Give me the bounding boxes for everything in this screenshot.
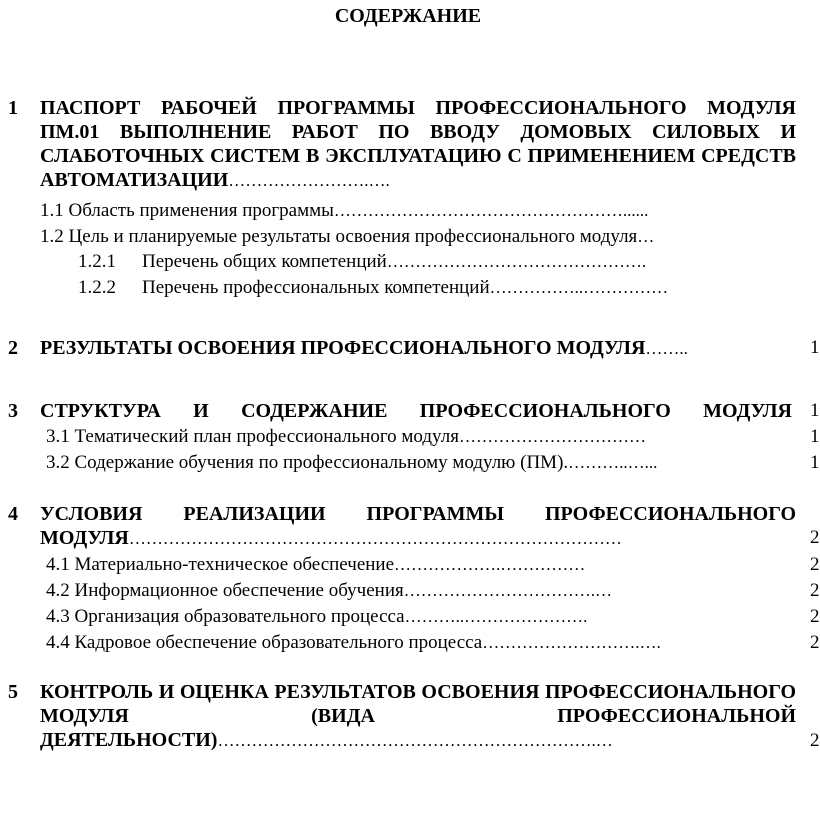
- toc-item-3-2-leader: ………..…...: [568, 453, 658, 472]
- section-3-page: 1: [810, 400, 820, 421]
- toc-item-4-3[interactable]: [46, 605, 587, 629]
- toc-item-3-2[interactable]: [46, 451, 657, 475]
- toc-item-4-4-text: 4.4 Кадровое обеспечение образовательного процесса: [46, 632, 483, 653]
- section-3-number: 3: [8, 400, 18, 422]
- section-1-number: 1: [8, 97, 18, 119]
- toc-item-1-2-1-text: Перечень общих компетенций: [142, 251, 387, 272]
- section-4-number: 4: [8, 503, 18, 525]
- toc-item-1-2-2-leader: ……………..……………: [489, 278, 669, 297]
- toc-item-4-1-page: 2: [810, 554, 820, 575]
- toc-item-4-3-text: 4.3 Организация образовательного процесса: [46, 606, 405, 627]
- toc-item-3-1[interactable]: [46, 425, 646, 449]
- toc-item-1-2-text: 1.2 Цель и планируемые результаты освоения профессионального модуля: [40, 226, 638, 247]
- toc-item-3-1-text: 3.1 Тематический план профессионального модуля: [46, 426, 459, 447]
- section-1-leader: …………………….….: [228, 171, 390, 190]
- toc-item-3-2-text: 3.2 Содержание обучения по профессиональному модулю (ПМ).: [46, 452, 569, 473]
- toc-item-1-2-1-leader: ……………………………………….: [386, 252, 647, 271]
- section-2-heading[interactable]: [40, 336, 796, 361]
- section-5-page: 2: [810, 730, 820, 751]
- section-5-heading-text: КОНТРОЛЬ И ОЦЕНКА РЕЗУЛЬТАТОВ ОСВОЕНИЯ ПРОФЕССИОНАЛЬНОГО МОДУЛЯ (ВИДА ПРОФЕССИОНАЛЬНОЙ ДЕЯТЕЛЬНОСТИ): [40, 681, 796, 751]
- toc-item-1-2-2-text: Перечень профессиональных компетенций: [142, 277, 490, 298]
- toc-item-1-2-leader: …: [637, 227, 655, 246]
- section-2-leader: ……..: [645, 339, 688, 358]
- toc-item-4-2-page: 2: [810, 580, 820, 601]
- toc-item-3-1-leader: ……………………………: [458, 427, 646, 446]
- toc-item-4-2-text: 4.2 Информационное обеспечение обучения: [46, 580, 404, 601]
- section-4-heading-text: УСЛОВИЯ РЕАЛИЗАЦИИ ПРОГРАММЫ ПРОФЕССИОНАЛЬНОГО МОДУЛЯ: [40, 503, 796, 549]
- section-4-leader: ……………………………………………………………………………: [128, 529, 622, 548]
- toc-item-4-4[interactable]: [46, 631, 661, 655]
- toc-item-4-2-leader: …………………………….…: [403, 581, 612, 600]
- toc-item-4-4-page: 2: [810, 632, 820, 653]
- toc-item-4-3-page: 2: [810, 606, 820, 627]
- toc-item-1-2-2-number: 1.2.2: [78, 277, 116, 298]
- toc-item-3-2-page: 1: [810, 452, 820, 473]
- toc-item-4-4-leader: ……………………….….: [482, 633, 661, 652]
- toc-item-1-1-text: 1.1 Область применения программы: [40, 200, 334, 221]
- section-2-page: 1: [810, 337, 820, 358]
- toc-item-1-2-1-number: 1.2.1: [78, 251, 116, 272]
- toc-item-1-2-1[interactable]: [78, 250, 646, 274]
- page-title: СОДЕРЖАНИЕ: [334, 5, 482, 27]
- section-3-heading[interactable]: СТРУКТУРА И СОДЕРЖАНИЕ ПРОФЕССИОНАЛЬНОГО МОДУЛЯ: [40, 400, 792, 422]
- section-1-heading-text: ПАСПОРТ РАБОЧЕЙ ПРОГРАММЫ ПРОФЕССИОНАЛЬНОГО МОДУЛЯ ПМ.01 ВЫПОЛНЕНИЕ РАБОТ ПО ВВОДУ ДОМОВЫХ СИЛОВЫХ И СЛАБОТОЧНЫХ СИСТЕМ В ЭКСПЛУАТАЦИЮ С ПРИМЕНЕНИЕМ СРЕДСТВ АВТОМАТИЗАЦИИ: [40, 97, 796, 191]
- toc-item-4-3-leader: ………..………………….: [404, 607, 588, 626]
- section-4-page: 2: [810, 527, 820, 548]
- toc-item-4-1[interactable]: [46, 553, 585, 577]
- toc-item-4-2[interactable]: [46, 579, 612, 603]
- toc-item-3-1-page: 1: [810, 426, 820, 447]
- section-5-heading[interactable]: [40, 680, 796, 752]
- section-1-heading[interactable]: [40, 96, 796, 193]
- toc-item-1-1[interactable]: [40, 199, 648, 223]
- toc-item-1-1-leader: ……………………………………………......: [333, 201, 649, 220]
- toc-item-1-2-2[interactable]: [78, 276, 668, 300]
- toc-item-4-1-leader: ……………….……………: [394, 555, 586, 574]
- toc-item-4-1-text: 4.1 Материально-техническое обеспечение: [46, 554, 395, 575]
- section-2-heading-text: РЕЗУЛЬТАТЫ ОСВОЕНИЯ ПРОФЕССИОНАЛЬНОГО МОДУЛЯ: [40, 337, 646, 359]
- section-4-heading[interactable]: [40, 502, 796, 550]
- section-2-number: 2: [8, 337, 18, 359]
- toc-item-1-2[interactable]: [40, 225, 654, 249]
- section-5-number: 5: [8, 681, 18, 703]
- section-5-leader: ………………………………………………………….…: [217, 731, 613, 750]
